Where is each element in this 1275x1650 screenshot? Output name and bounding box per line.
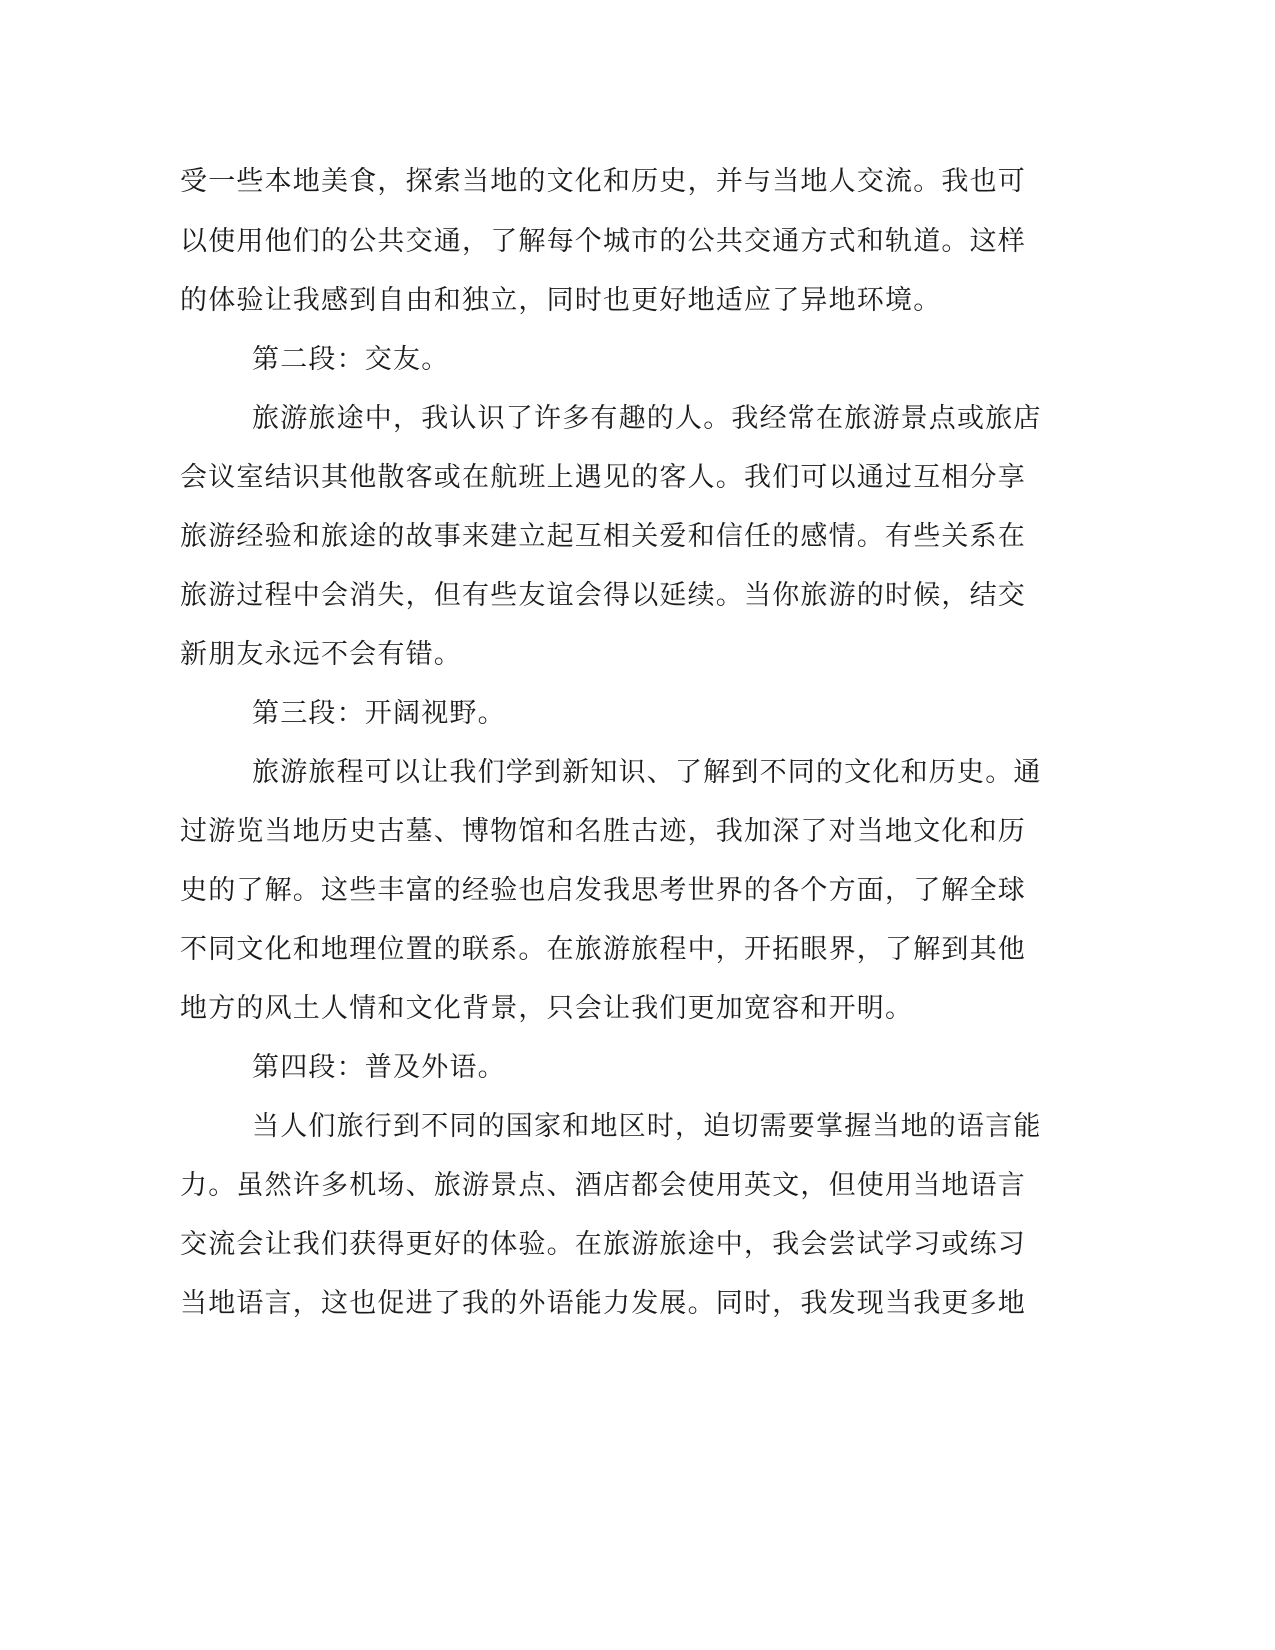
text-line: 史的了解。这些丰富的经验也启发我思考世界的各个方面，了解全球	[180, 875, 1026, 906]
text-line: 不同文化和地理位置的联系。在旅游旅程中，开拓眼界，了解到其他	[180, 934, 1026, 965]
text-line: 旅游过程中会消失，但有些友谊会得以延续。当你旅游的时候，结交	[180, 580, 1026, 611]
text-line: 以使用他们的公共交通，了解每个城市的公共交通方式和轨道。这样	[180, 226, 1026, 257]
text-line: 新朋友永远不会有错。	[180, 639, 462, 670]
text-line: 过游览当地历史古墓、博物馆和名胜古迹，我加深了对当地文化和历	[180, 816, 1026, 847]
text-line: 力。虽然许多机场、旅游景点、酒店都会使用英文，但使用当地语言	[180, 1170, 1026, 1201]
text-line: 旅游经验和旅途的故事来建立起互相关爱和信任的感情。有些关系在	[180, 521, 1026, 552]
section-heading: 第三段：开阔视野。	[252, 698, 506, 729]
text-line: 旅游旅途中，我认识了许多有趣的人。我经常在旅游景点或旅店	[252, 403, 1042, 434]
text-line: 旅游旅程可以让我们学到新知识、了解到不同的文化和历史。通	[252, 757, 1042, 788]
text-line: 当人们旅行到不同的国家和地区时，迫切需要掌握当地的语言能	[252, 1111, 1042, 1142]
text-line: 的体验让我感到自由和独立，同时也更好地适应了异地环境。	[180, 285, 942, 316]
text-line: 受一些本地美食，探索当地的文化和历史，并与当地人交流。我也可	[180, 166, 1026, 197]
text-line: 会议室结识其他散客或在航班上遇见的客人。我们可以通过互相分享	[180, 462, 1026, 493]
section-heading: 第四段：普及外语。	[252, 1052, 506, 1083]
text-line: 交流会让我们获得更好的体验。在旅游旅途中，我会尝试学习或练习	[180, 1229, 1026, 1260]
text-line: 地方的风土人情和文化背景，只会让我们更加宽容和开明。	[180, 993, 914, 1024]
text-line: 当地语言，这也促进了我的外语能力发展。同时，我发现当我更多地	[180, 1288, 1026, 1319]
section-heading: 第二段：交友。	[252, 344, 450, 375]
